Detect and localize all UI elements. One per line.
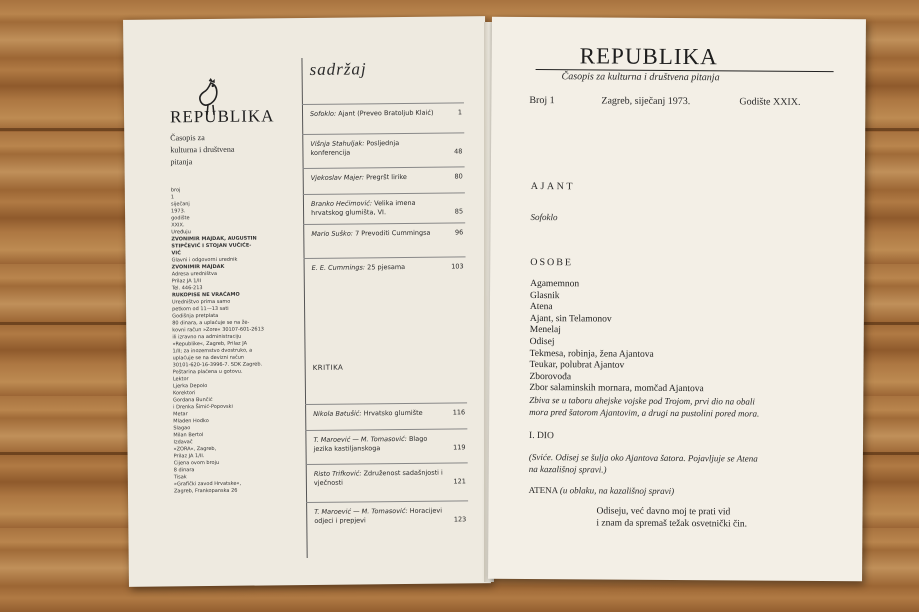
colophon-line: Prilaz JA 1/II. — [173, 453, 205, 460]
speaker-note: (u oblaku, na kazališnoj spravi) — [559, 485, 675, 496]
toc-author: T. Maroević — M. Tomasović: — [313, 434, 407, 444]
right-page — [488, 17, 866, 582]
colophon-line: Uređuju — [171, 229, 191, 236]
colophon-line: VIĆ — [171, 250, 181, 257]
toc-title: Pregršt lirike — [366, 172, 407, 182]
toc-title: Velika imena hrvatskog glumišta, VI. — [311, 198, 416, 217]
toc-author: Risto Trifković: — [313, 469, 362, 478]
toc-author: Višnja Stahuljak: — [310, 139, 365, 148]
person-entry: Ajant, sin Telamonov — [529, 313, 612, 325]
stage-direction — [529, 451, 829, 477]
toc-author: Sofoklo: — [309, 109, 337, 118]
speaker-line — [529, 485, 675, 496]
colophon-line: 80 dinara, a uplaćuje se na že- — [172, 319, 250, 327]
toc-page-number: 48 — [454, 147, 463, 156]
toc-title: Hrvatsko glumište — [363, 408, 423, 418]
verse-line: Odiseju, već davno moj te prati vid — [596, 506, 731, 518]
colophon-line: 1 — [170, 194, 175, 201]
colophon-line: Mladen Hodko — [173, 418, 209, 425]
persons-list — [529, 279, 704, 396]
toc-entry — [313, 408, 465, 419]
toc-title: Ajant (Preveo Bratoljub Klaić) — [338, 108, 434, 118]
colophon — [171, 186, 302, 495]
issue-date: Zagreb, siječanj 1973. — [601, 95, 691, 108]
issue-volume: Godište XXIX. — [739, 96, 801, 108]
toc-entry — [313, 434, 465, 454]
toc-author: Branko Hećimović: — [310, 199, 373, 208]
colophon-line: »Republike«, Zagreb, Prilaz JA — [172, 340, 248, 348]
colophon-line: Izdavač — [173, 439, 193, 446]
toc-separator — [305, 402, 467, 405]
colophon-line: Gordana Bunčić — [172, 396, 213, 404]
colophon-line: Zagreb, Frankopanska 26 — [173, 487, 238, 495]
toc-title: Blago jezika kastiljanskoga — [313, 434, 428, 453]
person-entry: Atena — [529, 302, 553, 313]
colophon-line: 1/II; za inozemstvo dvostruko, a — [172, 347, 253, 355]
toc-title: Horacijevi odjeci i prepjevi — [314, 506, 443, 525]
colophon-line: Tel. 446-213 — [171, 285, 203, 292]
left-page — [123, 16, 491, 587]
masthead-left: REPUBLIKA — [169, 106, 275, 127]
toc-separator — [302, 132, 464, 135]
colophon-line: RUKOPISE NE VRAĆAMO — [171, 291, 240, 299]
toc-page-number: 96 — [454, 228, 464, 237]
toc-entry — [311, 198, 463, 218]
toc-page-number: 116 — [452, 408, 466, 417]
toc-page-number: 119 — [453, 443, 466, 452]
toc-author: T. Maroević — M. Tomasović: — [314, 506, 408, 516]
toc-entry — [311, 228, 463, 239]
person-entry: Zbor salaminskih mornara, momčad Ajantova — [529, 383, 704, 395]
person-entry: Odisej — [529, 336, 555, 348]
person-entry: Teukar, polubrat Ajantov — [529, 360, 625, 371]
scene-line: Zbiva se u taboru ahejske vojske pod Trojom, prvi dio na obali — [529, 394, 755, 407]
toc-separator — [304, 256, 466, 259]
toc-entry — [312, 262, 464, 273]
colophon-line: ili izravno na administraciju — [172, 333, 242, 341]
colophon-line: petkom od 11—13 sati — [172, 305, 229, 313]
subtitle-line: Časopis za — [170, 133, 205, 143]
stage-line: (Sviće. Odisej se šulja oko Ajantova šatora. Pojavljuje se Atena — [528, 451, 758, 464]
toc-author: Vjekoslav Majer: — [310, 173, 365, 182]
part-heading: I. DIO — [529, 430, 554, 442]
toc-page-number: 123 — [453, 515, 467, 524]
colophon-line: Godišnja pretplata — [172, 312, 219, 320]
toc-page-number: 103 — [451, 262, 464, 271]
toc-page-number: 1 — [457, 108, 463, 117]
colophon-line: Poštarina plaćena u gotovu. — [172, 368, 243, 376]
toc-author: E. E. Cummings: — [311, 263, 366, 272]
speaker-name: ATENA — [528, 484, 558, 496]
colophon-line: Milan Bertol — [173, 432, 204, 439]
colophon-line: kovni račun »Zore« 30107-601-2613 — [172, 326, 265, 334]
toc-separator — [306, 500, 468, 503]
colophon-line: Tisak — [173, 474, 187, 481]
person-entry: Agamemnon — [530, 278, 580, 290]
toc-separator — [303, 166, 465, 169]
tagline: Časopis za kulturna i društvena pitanja — [561, 71, 720, 84]
toc-page-number: 121 — [453, 477, 466, 486]
persons-heading: OSOBE — [530, 256, 574, 269]
play-author: Sofoklo — [530, 211, 558, 223]
kritika-heading: KRITIKA — [312, 363, 344, 372]
toc-entry — [310, 108, 462, 119]
toc-separator — [305, 428, 467, 431]
toc-title: 7 Prevoditi Cummingsa — [355, 228, 431, 238]
colophon-line: ZVONIMIR MAJDAK — [171, 263, 225, 271]
toc-page-number: 85 — [454, 207, 464, 216]
colophon-line: broj — [170, 187, 181, 194]
toc-entry — [314, 468, 466, 488]
colophon-line: »ZORA«, Zagreb, — [173, 445, 217, 453]
colophon-line: Korektori — [172, 390, 196, 397]
toc-entry — [310, 138, 462, 158]
colophon-line: »Grafički zavod Hrvatske«, — [173, 480, 242, 488]
toc-entry — [311, 172, 463, 183]
verse — [596, 505, 747, 530]
toc-separator — [302, 102, 464, 105]
colophon-line: STIPČEVIĆ I STOJAN VUČIĆE- — [171, 242, 252, 250]
person-entry: Zborovođa — [529, 371, 572, 383]
toc-title: 25 pjesama — [367, 262, 406, 272]
verse-line: i znam da spremaš težak osvetnički čin. — [596, 518, 748, 530]
toc-title: Posljednja konferencija — [310, 139, 400, 157]
masthead-right: REPUBLIKA — [579, 43, 718, 70]
colophon-line: Uredništvo prima samo — [171, 298, 231, 306]
person-entry: Glasnik — [529, 290, 560, 301]
colophon-line: 30101-620-16-3996-7. SDK Zagreb. — [172, 361, 263, 369]
colophon-line: Lektor — [172, 376, 189, 383]
person-entry: Tekmesa, robinja, žena Ajantova — [529, 348, 654, 360]
toc-page-number: 80 — [454, 172, 463, 181]
colophon-line: ZVONIMIR MAJDAK, AUGUSTIN — [171, 235, 257, 243]
toc-separator — [306, 462, 468, 465]
scene-description — [529, 394, 829, 420]
colophon-line: XXIX. — [171, 222, 185, 229]
colophon-line: Glavni i odgovorni urednik — [171, 256, 238, 264]
toc-author: Nikola Batušić: — [313, 409, 362, 418]
scene-line: mora pred šatorom Ajantovim, a drugi na pustolini pored mora. — [529, 406, 760, 419]
colophon-line: 1973. — [171, 208, 186, 215]
colophon-line: godište — [171, 215, 190, 222]
colophon-line: siječanj — [170, 201, 190, 208]
colophon-line: Prilaz JA 1/II — [171, 278, 202, 285]
colophon-line: Cijena ovom broju — [173, 459, 220, 467]
toc-separator — [303, 222, 465, 225]
subtitle-line: kulturna i društvena — [170, 144, 235, 155]
stage-line: na kazališnoj spravi.) — [528, 463, 607, 475]
subtitle-left — [170, 131, 280, 168]
toc-separator — [303, 192, 465, 195]
play-title: AJANT — [530, 180, 575, 193]
toc-title: Združenost sadašnjosti i vječnosti — [313, 468, 443, 487]
colophon-line: Slagao — [173, 425, 191, 432]
colophon-line: 8 dinara — [173, 467, 195, 474]
subtitle-line: pitanja — [170, 157, 193, 167]
colophon-line: Metar — [173, 411, 188, 418]
colophon-line: i Drenka Šimić-Popovski — [173, 403, 233, 411]
colophon-line: Adresa uredništva — [171, 270, 218, 278]
issue-number: Broj 1 — [529, 94, 555, 107]
colophon-line: Ljerka Depolo — [172, 383, 208, 390]
toc-author: Mario Suško: — [311, 229, 354, 238]
colophon-line: uplaćuje se na devizni račun — [172, 354, 245, 362]
contents-heading: sadržaj — [309, 59, 367, 79]
person-entry: Menelaj — [529, 325, 561, 336]
toc-entry — [314, 506, 466, 526]
